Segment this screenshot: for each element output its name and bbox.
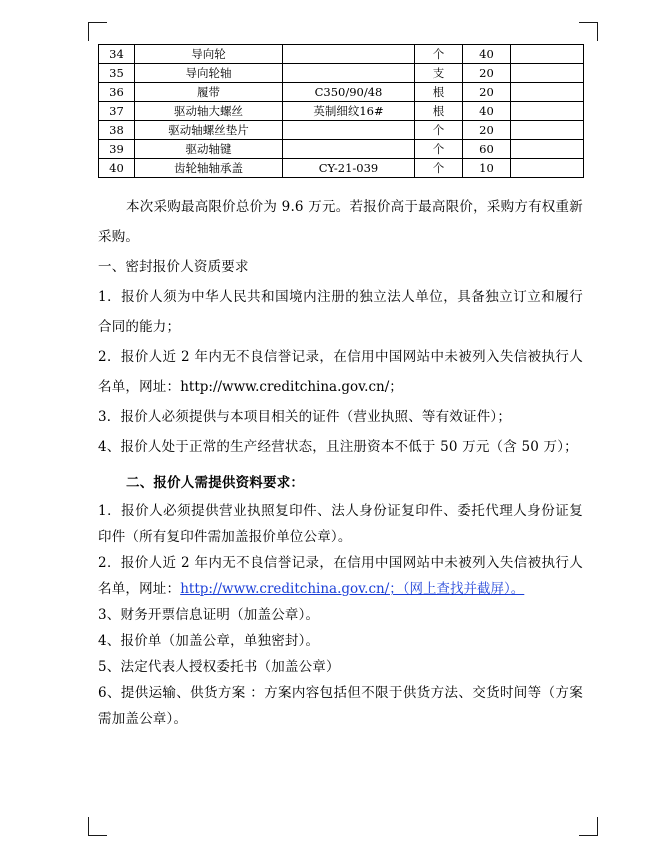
section-2-title: 二、报价人需提供资料要求： xyxy=(126,475,305,491)
crop-mark-bottom-left xyxy=(88,817,107,836)
document-content xyxy=(98,44,583,732)
cell-name: 导向轮轴 xyxy=(135,64,283,83)
cell-qty: 20 xyxy=(463,64,511,83)
cell-note xyxy=(511,83,584,102)
table-row xyxy=(99,64,584,83)
items-table xyxy=(98,44,584,178)
qualification-item-1: 1．报价人须为中华人民共和国境内注册的独立法人单位，具备独立订立和履行合同的能力； xyxy=(98,289,583,335)
cell-unit: 个 xyxy=(415,140,463,159)
cell-index: 38 xyxy=(99,121,135,140)
table-row xyxy=(99,121,584,140)
cell-spec xyxy=(283,45,415,64)
cell-name: 驱动轴螺丝垫片 xyxy=(135,121,283,140)
cell-unit: 个 xyxy=(415,159,463,178)
crop-mark-top-right xyxy=(579,22,598,41)
qualification-item-2 xyxy=(98,342,583,402)
cell-qty: 20 xyxy=(463,121,511,140)
table-row xyxy=(99,159,584,178)
cell-spec: C350/90/48 xyxy=(283,83,415,102)
budget-paragraph: 本次采购最高限价总价为 9.6 万元。若报价高于最高限价，采购方有权重新采购。 xyxy=(98,199,583,245)
items-table-body xyxy=(99,45,584,178)
material-item-5: 5、法定代表人授权委托书（加盖公章） xyxy=(98,659,340,675)
cell-index: 36 xyxy=(99,83,135,102)
cell-index: 37 xyxy=(99,102,135,121)
cell-index: 39 xyxy=(99,140,135,159)
materials-list xyxy=(98,498,583,732)
material-item-3: 3、财务开票信息证明（加盖公章）。 xyxy=(98,607,320,623)
crop-mark-bottom-right xyxy=(579,817,598,836)
cell-name: 驱动轴键 xyxy=(135,140,283,159)
cell-spec xyxy=(283,64,415,83)
table-row xyxy=(99,140,584,159)
cell-qty: 20 xyxy=(463,83,511,102)
credit-china-link[interactable]: http://www.creditchina.gov.cn/；（网上查找并截屏）。 xyxy=(180,581,525,597)
credit-china-url-plain: http://www.creditchina.gov.cn/； xyxy=(180,379,403,395)
material-item-2 xyxy=(98,550,583,602)
cell-unit: 根 xyxy=(415,102,463,121)
cell-index: 35 xyxy=(99,64,135,83)
cell-note xyxy=(511,121,584,140)
cell-note xyxy=(511,45,584,64)
cell-unit: 支 xyxy=(415,64,463,83)
table-row xyxy=(99,45,584,64)
cell-qty: 40 xyxy=(463,45,511,64)
cell-qty: 60 xyxy=(463,140,511,159)
cell-name: 驱动轴大螺丝 xyxy=(135,102,283,121)
material-item-6: 6、提供运输、供货方案 ：方案内容包括但不限于供货方法、交货时间等（方案需加盖公章）。 xyxy=(98,685,583,727)
cell-spec: CY-21-039 xyxy=(283,159,415,178)
crop-mark-top-left xyxy=(88,22,107,41)
cell-name: 齿轮轴轴承盖 xyxy=(135,159,283,178)
table-row xyxy=(99,83,584,102)
cell-note xyxy=(511,159,584,178)
cell-name: 导向轮 xyxy=(135,45,283,64)
qualification-item-4: 4、报价人处于正常的生产经营状态，且注册资本不低于 50 万元（含 50 万）； xyxy=(98,439,578,455)
cell-unit: 个 xyxy=(415,45,463,64)
cell-index: 40 xyxy=(99,159,135,178)
cell-note xyxy=(511,102,584,121)
table-row xyxy=(99,102,584,121)
qualification-item-3: 3．报价人必须提供与本项目相关的证件（营业执照、等有效证件）； xyxy=(98,409,512,425)
material-item-1: 1．报价人必须提供营业执照复印件、法人身份证复印件、委托代理人身份证复印件（所有复印件需加盖报价单位公章）。 xyxy=(98,503,583,545)
cell-index: 34 xyxy=(99,45,135,64)
cell-spec xyxy=(283,121,415,140)
cell-spec xyxy=(283,140,415,159)
cell-name: 履带 xyxy=(135,83,283,102)
qualification-item-2-text: 2．报价人近 2 年内无不良信誉记录，在信用中国网站中未被列入失信被执行人名单，网址： xyxy=(98,349,583,395)
cell-note xyxy=(511,140,584,159)
material-item-4: 4、报价单（加盖公章，单独密封）。 xyxy=(98,633,320,649)
body-text xyxy=(98,192,583,732)
cell-spec: 英制细纹16# xyxy=(283,102,415,121)
cell-qty: 40 xyxy=(463,102,511,121)
cell-qty: 10 xyxy=(463,159,511,178)
section-1-title: 一、密封报价人资质要求 xyxy=(98,259,249,275)
cell-note xyxy=(511,64,584,83)
cell-unit: 根 xyxy=(415,83,463,102)
cell-unit: 个 xyxy=(415,121,463,140)
material-item-2-text: 2．报价人近 2 年内无不良信誉记录，在信用中国网站中未被列入失信被执行人名单，网址： xyxy=(98,555,583,597)
